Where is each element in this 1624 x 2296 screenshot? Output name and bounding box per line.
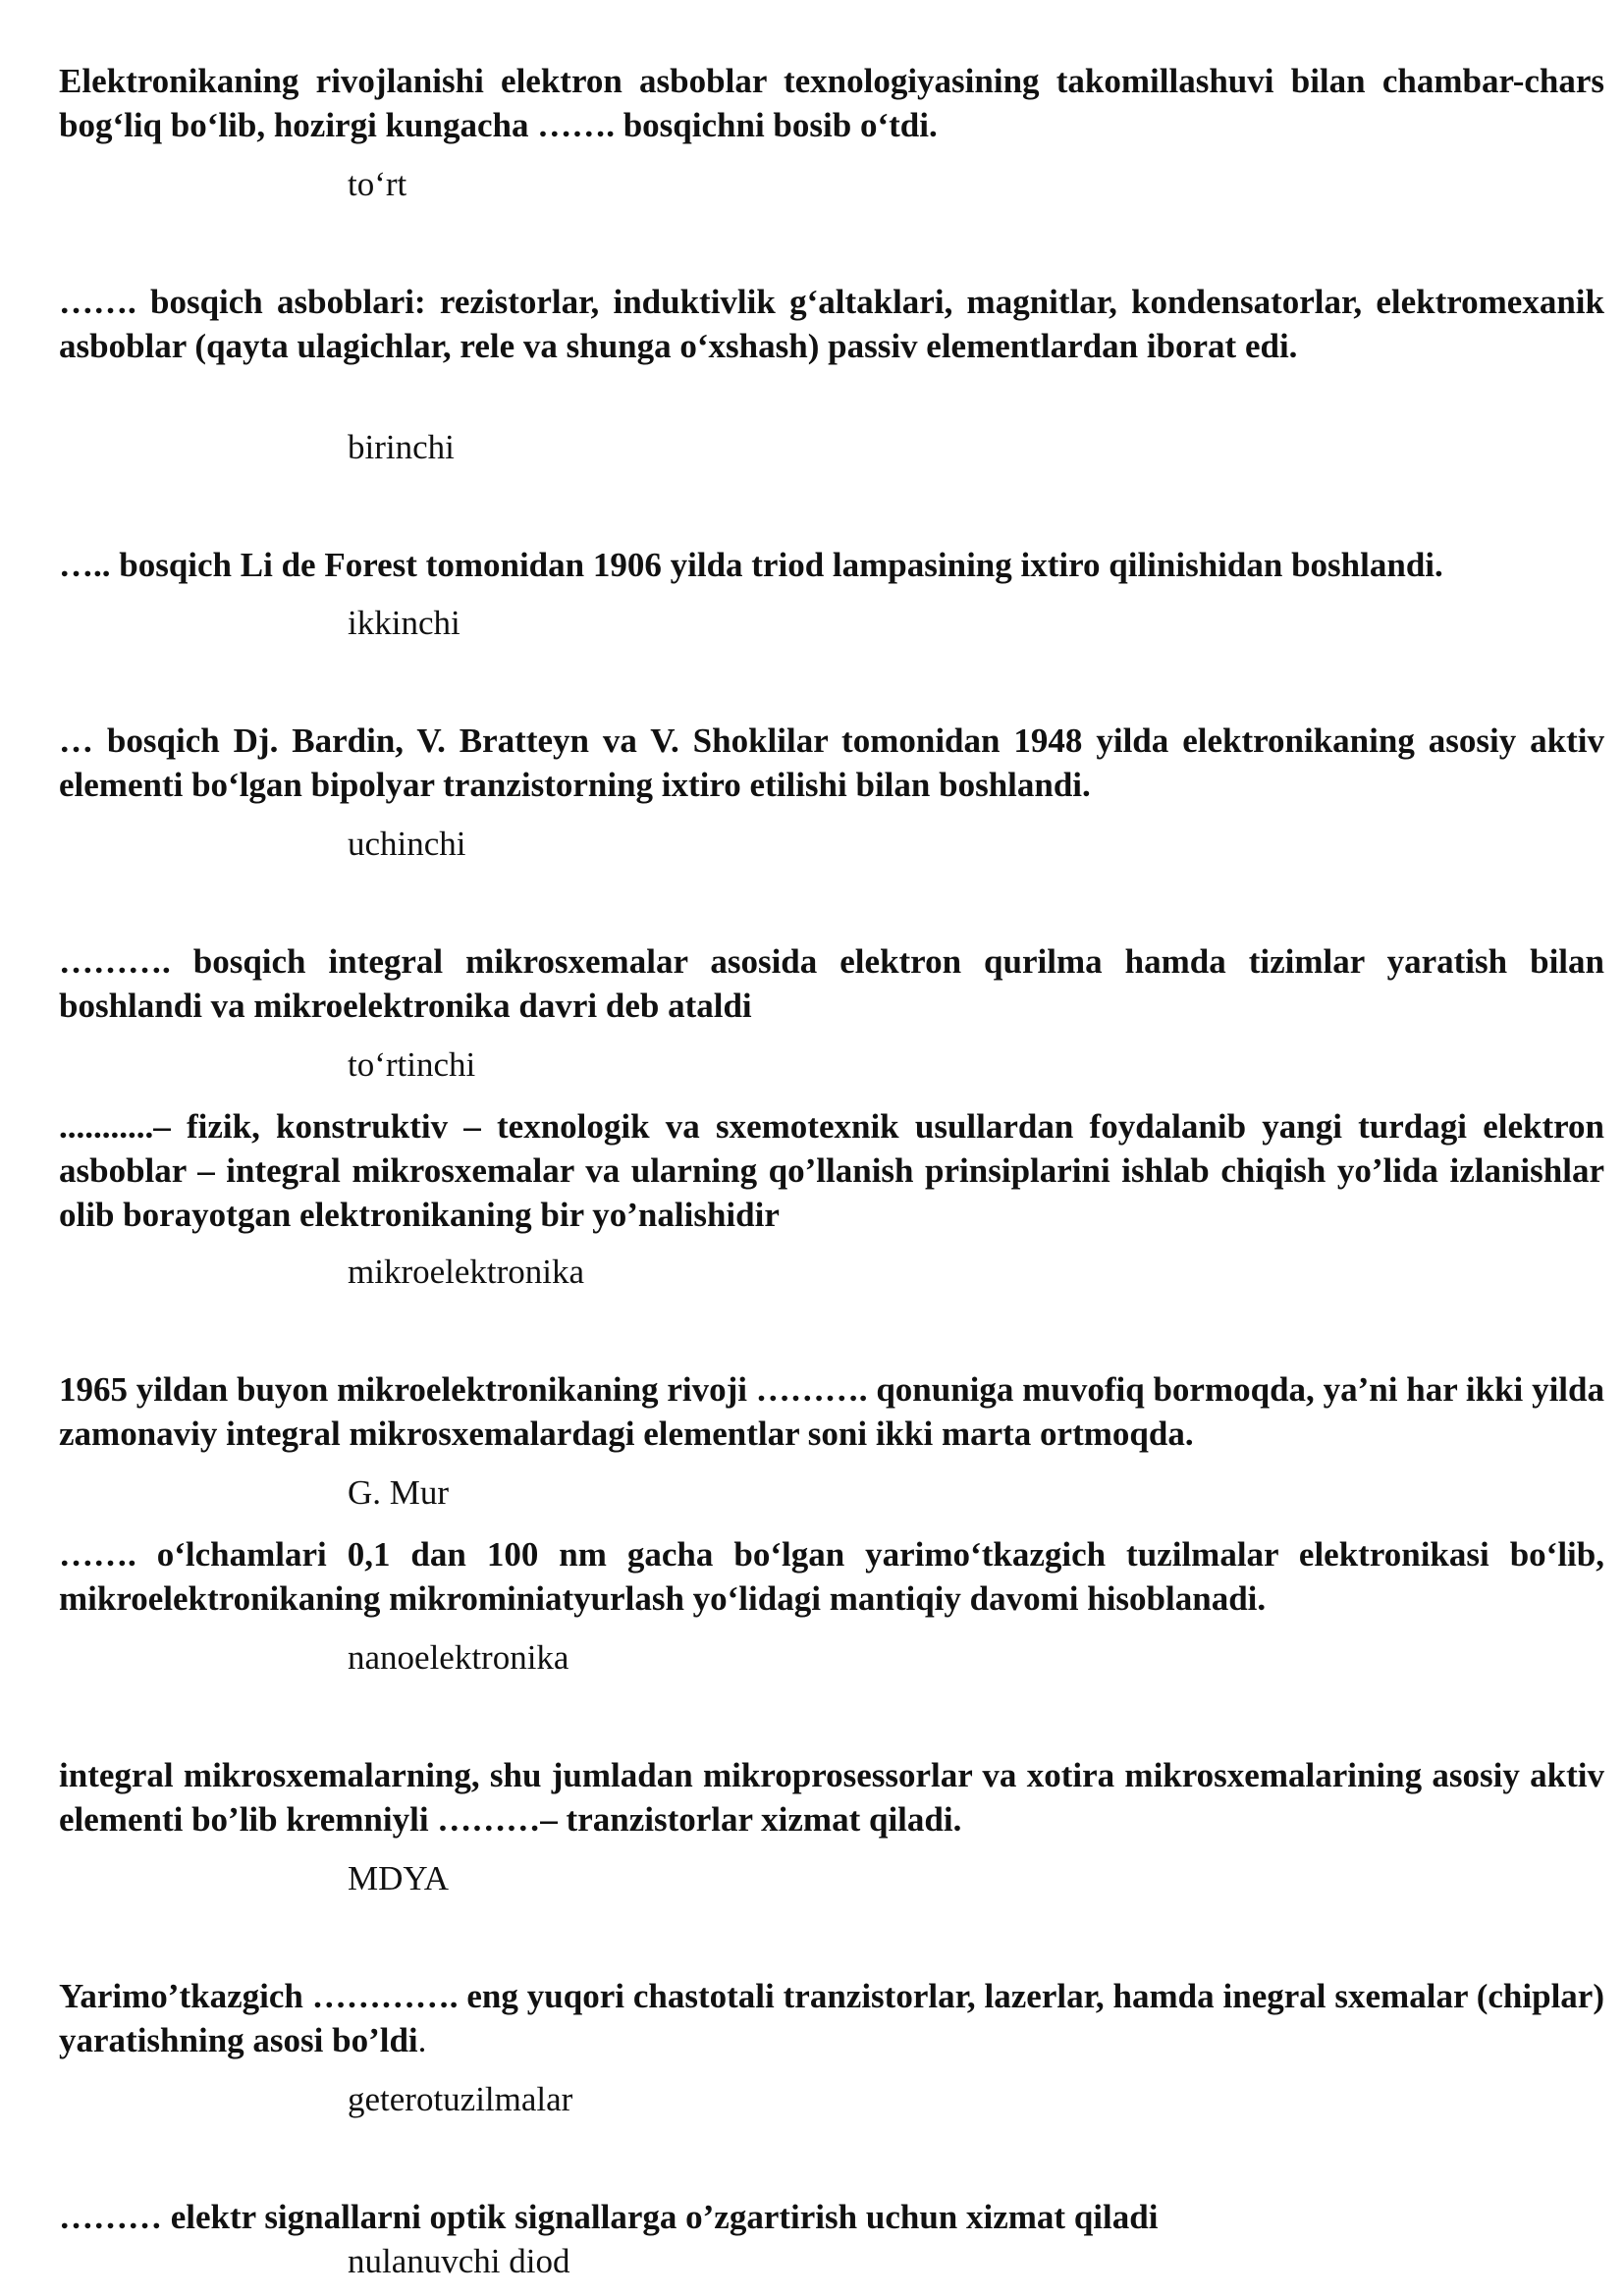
question-8: ……. o‘lchamlari 0,1 dan 100 nm gacha bo‘lgan yarimo‘tkazgich tuzilmalar elektronikasi bo‘lib, mikroelektronikaning mikrominiatyurlash yo‘lidagi mantiqiy davomi hisoblanadi.: [59, 1535, 1604, 1618]
question-11: ……… elektr signallarni optik signallarga o’zgartirish uchun xizmat qiladi: [59, 2198, 1159, 2236]
question-10-tail: .: [417, 2021, 427, 2059]
question-1: Elektronikaning rivojlanishi elektron asboblar texnologiyasining takomillashuvi bilan chambar-chars bog‘liq bo‘lib, hozirgi kungacha ……. bosqichni bosib o‘tdi.: [59, 62, 1604, 144]
answer-6: mikroelektronika: [348, 1253, 585, 1291]
answer-3: ikkinchi: [348, 604, 460, 642]
question-5: ………. bosqich integral mikrosxemalar asosida elektron qurilma hamda tizimlar yaratish bilan boshlandi va mikroelektronika davri deb ataldi: [59, 942, 1604, 1025]
question-6: ...........– fizik, konstruktiv – texnologik va sxemotexnik usullardan foydalanib yangi turdagi elektron asboblar – integral mikrosxemalar va ularning qo’llanish prinsiplarini ishlab chiqish yo’lida izlanishlar olib borayotgan elektronikaning bir yo’nalishidir: [59, 1107, 1604, 1234]
answer-11: nulanuvchi diod: [348, 2242, 570, 2280]
answer-1: to‘rt: [348, 165, 407, 203]
question-4: … bosqich Dj. Bardin, V. Bratteyn va V. Shoklilar tomonidan 1948 yilda elektronikaning asosiy aktiv elementi bo‘lgan bipolyar tranzistorning ixtiro etilishi bilan boshlandi.: [59, 721, 1604, 804]
question-9: integral mikrosxemalarning, shu jumladan mikroprosessorlar va xotira mikrosxemalarining asosiy aktiv elementi bo’lib kremniyli ………– tranzistorlar xizmat qiladi.: [59, 1756, 1604, 1839]
question-3: ….. bosqich Li de Forest tomonidan 1906 yilda triod lampasining ixtiro qilinishidan boshlandi.: [59, 546, 1443, 584]
answer-5: to‘rtinchi: [348, 1045, 476, 1084]
question-10: [59, 1974, 1604, 2062]
answer-10: geterotuzilmalar: [348, 2080, 573, 2118]
answer-8: nanoelektronika: [348, 1638, 569, 1677]
answer-2: birinchi: [348, 428, 455, 466]
question-2: ……. bosqich asboblari: rezistorlar, induktivlik g‘altaklari, magnitlar, kondensatorlar, elektromexanik asboblar (qayta ulagichlar, rele va shunga o‘xshash) passiv elementlardan iborat edi.: [59, 283, 1604, 365]
answer-7: G. Mur: [348, 1473, 450, 1512]
question-10-text: Yarimo’tkazgich …………. eng yuqori chastotali tranzistorlar, lazerlar, hamda inegral sxemalar (chiplar) yaratishning asosi bo’ldi: [59, 1977, 1604, 2059]
answer-9: MDYA: [348, 1859, 450, 1897]
answer-4: uchinchi: [348, 825, 466, 863]
question-7: 1965 yildan buyon mikroelektronikaning rivoji ………. qonuniga muvofiq bormoqda, ya’ni har ikki yilda zamonaviy integral mikrosxemalardagi elementlar soni ikki marta ortmoqda.: [59, 1370, 1604, 1453]
